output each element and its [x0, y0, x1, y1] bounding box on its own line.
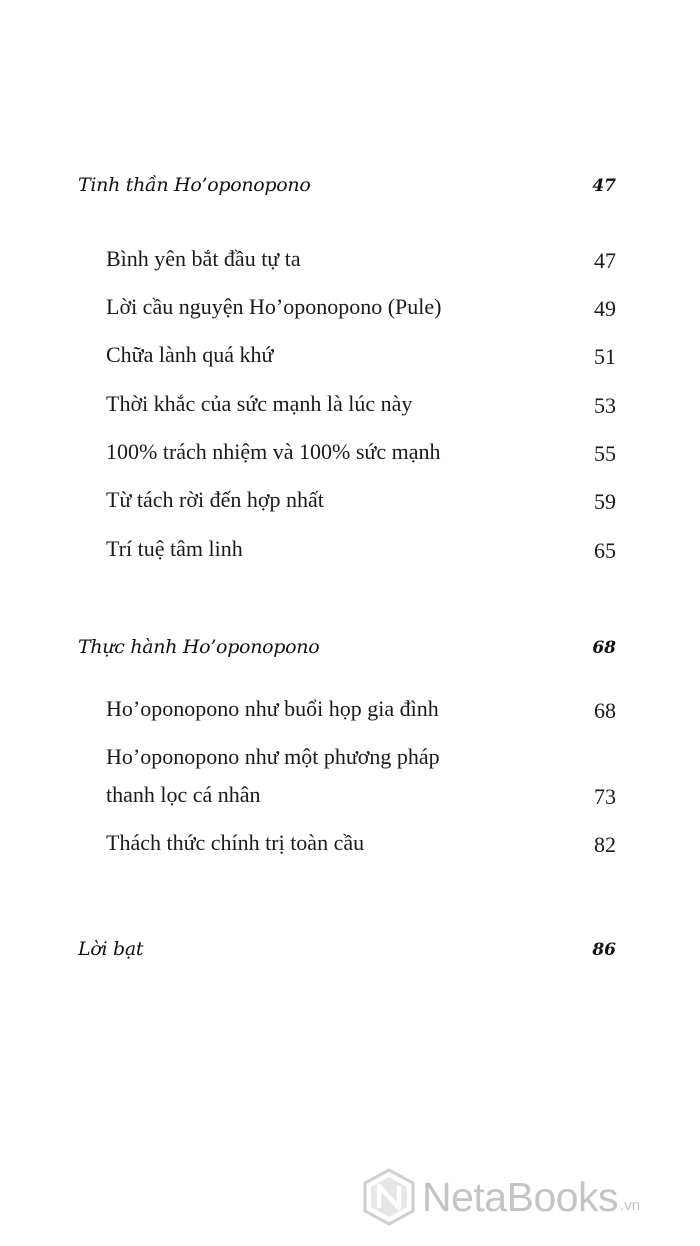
toc-entry-title: Chữa lành quá khứ: [106, 342, 274, 367]
toc-entry-title: 100% trách nhiệm và 100% sức mạnh: [106, 439, 441, 464]
watermark-brand: NetaBooks: [422, 1173, 619, 1220]
section-page-number: 86: [592, 940, 616, 960]
toc-entry-title: Bình yên bắt đầu tự ta: [106, 246, 301, 271]
toc-entry-title: Ho’oponopono như buổi họp gia đình: [106, 696, 439, 721]
toc-entry-title: Trí tuệ tâm linh: [106, 536, 243, 561]
netabooks-logo-icon: [362, 1168, 416, 1226]
section-page-number: 47: [592, 176, 616, 196]
section-title-thuc-hanh: Thực hành Ho’oponopono: [78, 636, 320, 658]
toc-entry-page: 59: [594, 489, 616, 514]
toc-entry-title-line2: thanh lọc cá nhân: [106, 782, 261, 807]
toc-entry-page: 55: [594, 441, 616, 466]
toc-entry-page: 73: [594, 784, 616, 809]
toc-entry-title: Từ tách rời đến hợp nhất: [106, 487, 324, 512]
toc-entry-page: 49: [594, 296, 616, 321]
toc-entry-page: 65: [594, 538, 616, 563]
section-page-number: 68: [592, 638, 616, 658]
toc-entry-title: Thách thức chính trị toàn cầu: [106, 830, 365, 855]
toc-entry-page: 53: [594, 393, 616, 418]
toc-entry-title-line1: Ho’oponopono như một phương pháp: [106, 744, 440, 769]
toc-entry-title: Thời khắc của sức mạnh là lúc này: [106, 391, 413, 416]
toc-entry-page: 47: [594, 248, 616, 273]
toc-entry-page: 68: [594, 698, 616, 723]
section-title-tinh-than: Tinh thần Ho’oponopono: [78, 174, 311, 196]
watermark-tld: .vn: [620, 1196, 641, 1214]
toc-entry-page: 51: [594, 344, 616, 369]
toc-entry-title: Lời cầu nguyện Ho’oponopono (Pule): [106, 294, 442, 319]
netabooks-watermark: [362, 1168, 640, 1226]
toc-entry-page: 82: [594, 832, 616, 857]
section-title-loi-bat: Lời bạt: [78, 938, 144, 960]
